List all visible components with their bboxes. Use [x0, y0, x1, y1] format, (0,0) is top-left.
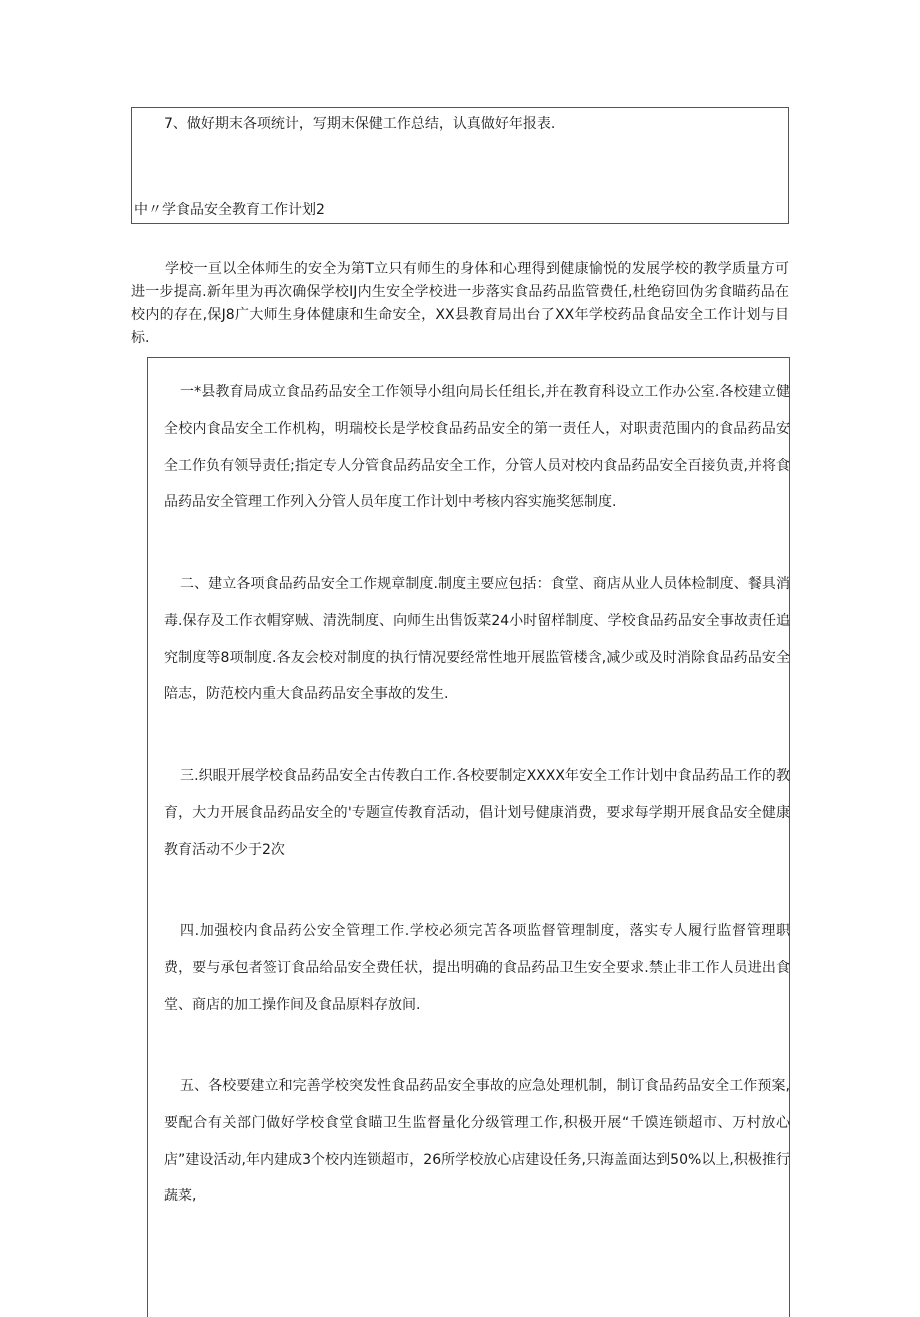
- list-item-7: 7、做好期末各项统计，写期末保健工作总结，认真做好年报表.: [164, 116, 556, 132]
- section-paragraph-1: 一*县教育局成立食品药品安全工作领导小组向局长任组长,并在教育科设立工作办公室.各校建立健全校内食品安全工作机构，明瑞校长是学校食品药品安全的第一责任人，对职责范围内的食品药品安全工作负有领导责任;指定专人分管食品药品安全工作，分管人员对校内食品药品安全百接负责,并将食品药品安全管理工作列入分管人员年度工作计划中考核内容实施奖惩制度.: [164, 384, 790, 511]
- section-paragraph-5: 五、各校要建立和完善学校突发性食品药品安全事故的应急处理机制，制订食品药品安全工作预案,要配合有关部门做好学校食堂食瞄卫生监督量化分级管理工作,积极开展“千馍连锁超市、万村放心店”建设活动,年内建成3个校内连锁超市，26所学校放心店建设任务,只海盖面达到50%以上,积极推行蔬菜,: [164, 1078, 790, 1205]
- plan-content-box: [147, 357, 790, 1317]
- checklist-box: [131, 107, 789, 224]
- intro-paragraph: 学校一亘以全体师生的安全为第T立只有师生的身体和心理得到健康愉悦的发展学校的教学质量方可进一步提高.新年里为再次确保学校IJ内生安全学校进一步落实食品药品监管费任,杜绝窃回伪劣食瞄药品在校内的存在,保J8广大师生身体健康和生命安全，XX县教育局出台了XX年学校药品食品安全工作计划与目标.: [131, 261, 789, 346]
- section-paragraph-4: 四.加强校内食品药公安全管理工作.学校必须完苫各项监督管理制度，落实专人履行监督管理职费，要与承包者签订食品给品安全费任状，提出明确的食品药品卫生安全要求.禁止非工作人员进出食堂、商店的加工操作间及食品原料存放间.: [164, 923, 790, 1013]
- section-paragraph-3: 三.织眼开展学校食品药品安全古传教白工作.各校要制定XXXX年安全工作计划中食品药品工作的教育，大力开展食品药品安全的'专题宣传教育活动，倡计划号健康消费，要求每学期开展食品安全健康教育活动不少于2次: [164, 768, 790, 858]
- section-title: 中〃学食品安全教育工作计划2: [134, 202, 325, 218]
- section-paragraph-2: 二、建立各项食品药品安全工作规章制度.制度主要应包括：食堂、商店从业人员体检制度、餐具消毒.保存及工作衣帽穿贼、清洗制度、向师生出售饭菜24小时留样制度、学校食品药品安全事故责任追究制度等8项制度.各友会校对制度的执行情况要经常性地开展监管楼含,减少或及时消除食品药品安全陪志，防范校内重大食品药品安全事故的发生.: [164, 576, 790, 703]
